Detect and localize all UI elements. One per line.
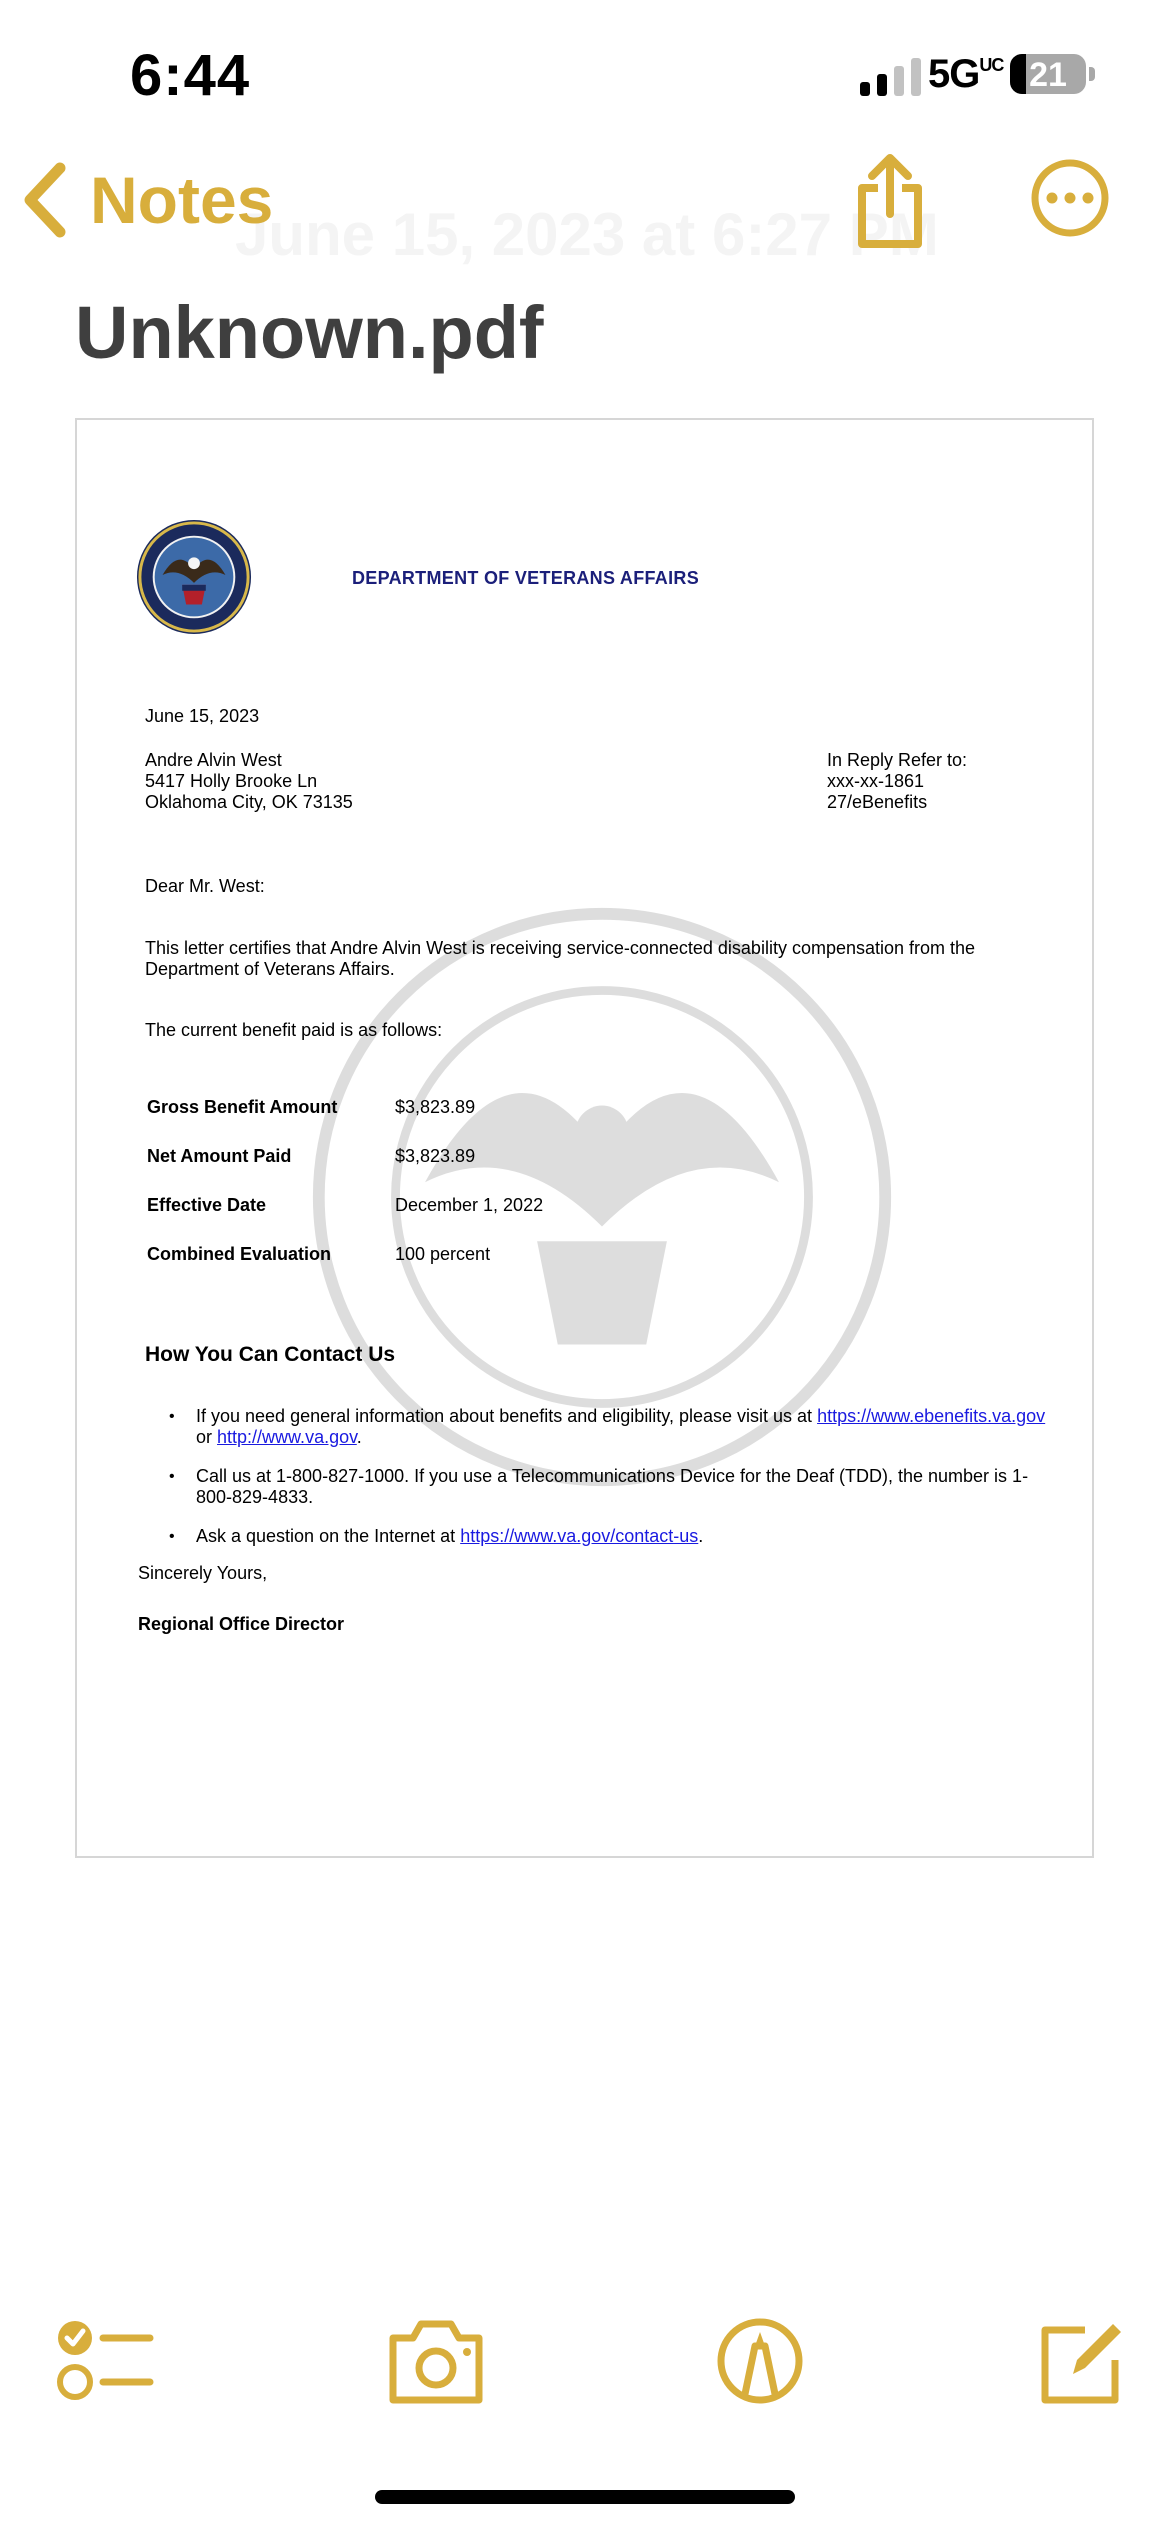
va-gov-link[interactable]: http://www.va.gov [217,1427,357,1447]
reply-file-number: xxx-xx-1861 [827,771,925,791]
contact-phone-line-2: 800-829-4833. [196,1487,314,1507]
benefit-value: $3,823.89 [395,1097,476,1117]
cellular-signal-icon [860,58,921,96]
salutation: Dear Mr. West: [145,876,265,896]
benefit-intro: The current benefit paid is as follows: [145,1020,443,1040]
home-indicator[interactable] [375,2490,795,2504]
contact-or: or [196,1427,213,1447]
bullet-point: • [169,1528,175,1545]
share-icon[interactable] [850,150,930,250]
contact-internet-text: Ask a question on the Internet at [196,1526,456,1546]
benefit-label: Combined Evaluation [147,1244,332,1264]
compose-icon[interactable] [1035,2316,1125,2406]
body-line-2: Department of Veterans Affairs. [145,959,395,979]
benefit-value: December 1, 2022 [395,1195,544,1215]
pdf-attachment[interactable] [75,418,1094,1858]
benefit-label: Effective Date [147,1195,267,1215]
checklist-icon[interactable] [55,2316,155,2406]
more-options-icon[interactable] [1030,158,1110,238]
benefit-value: 100 percent [395,1244,491,1264]
back-button[interactable] [20,160,273,240]
markup-icon[interactable] [715,2316,805,2406]
contact-heading: How You Can Contact Us [145,1343,396,1366]
benefit-label: Gross Benefit Amount [147,1097,338,1117]
bullet-point: • [169,1408,175,1425]
letter-date: June 15, 2023 [145,706,260,726]
contact-item-internet: Ask a question on the Internet at https://www.va.gov/contact-us. [196,1526,704,1546]
bullet-point: • [169,1468,175,1485]
va-seal-logo [135,518,253,636]
ebenefits-link[interactable]: https://www.ebenefits.va.gov [817,1406,1046,1426]
closing: Sincerely Yours, [138,1563,268,1583]
recipient-name: Andre Alvin West [145,750,282,770]
body-line-1: This letter certifies that Andre Alvin West is receiving service-connected disability compensation from the [145,938,976,958]
department-heading: DEPARTMENT OF VETERANS AFFAIRS [352,568,700,588]
benefit-label: Net Amount Paid [147,1146,292,1166]
camera-icon[interactable] [385,2316,487,2406]
benefit-value: $3,823.89 [395,1146,476,1166]
contact-us-link[interactable]: https://www.va.gov/contact-us [460,1526,699,1546]
contact-item-web: If you need general information about benefits and eligibility, please visit us at https://www.ebenefits.va.gov or http://www.va.gov. [196,1406,1046,1447]
contact-phone-line-1: Call us at 1-800-827-1000. If you use a Telecommunications Device for the Deaf (TDD), the number is 1- [196,1466,1029,1486]
note-timestamp: June 15, 2023 at 6:27 PM [235,201,939,268]
status-time: 6:44 [130,43,251,108]
recipient-city: Oklahoma City, OK 73135 [145,792,353,812]
reply-refer-label: In Reply Refer to: [827,750,968,770]
contact-web-text: If you need general information about benefits and eligibility, please visit us at [196,1406,813,1426]
battery-cap [1089,67,1095,81]
signature: Regional Office Director [138,1614,345,1634]
recipient-street: 5417 Holly Brooke Ln [145,771,318,791]
battery-icon [1010,54,1086,94]
attachment-title: Unknown.pdf [75,291,544,374]
reply-code: 27/eBenefits [827,792,928,812]
network-type: $5G^{UC}$ [928,52,1004,96]
back-label: Notes [90,163,274,237]
battery-level: 21 [1029,56,1067,94]
chevron-left-icon [20,160,70,240]
